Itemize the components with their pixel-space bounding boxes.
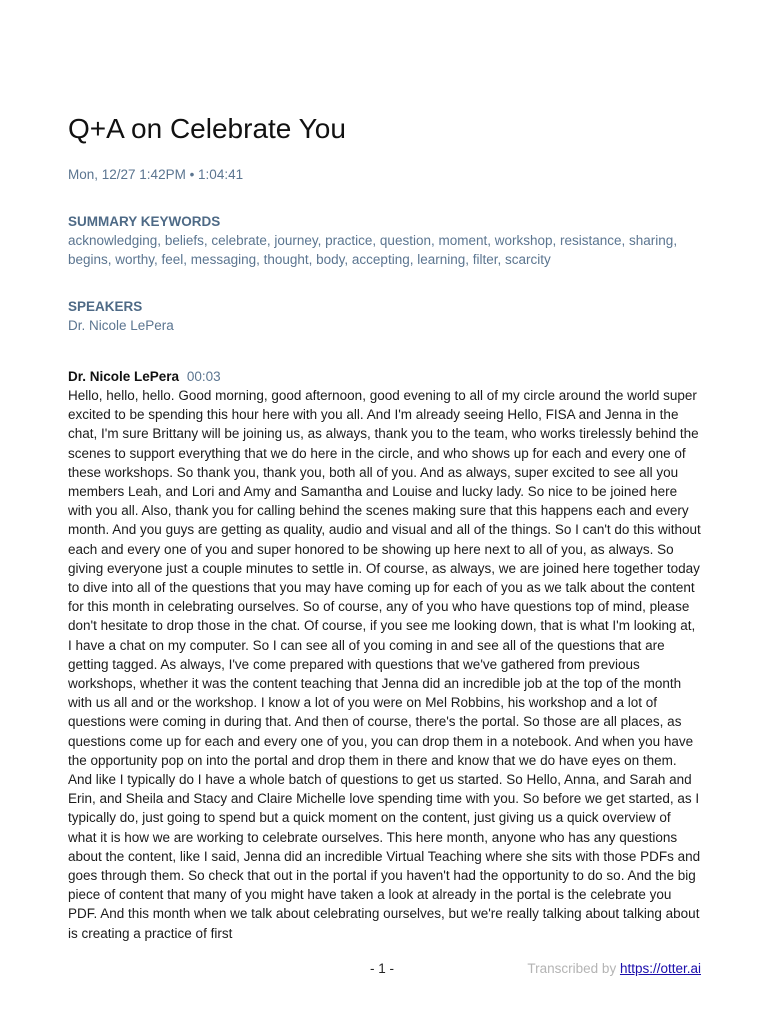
summary-keywords-heading: SUMMARY KEYWORDS [68, 214, 221, 229]
timestamp: 00:03 [186, 369, 221, 384]
page-footer [0, 959, 768, 979]
summary-keywords-text: acknowledging, beliefs, celebrate, journey, practice, question, moment, workshop, resistance, sharing, begins, worthy, feel, messaging, thought, body, accepting, learning, filter, scarcity [68, 233, 678, 267]
document-meta: Mon, 12/27 1:42PM • 1:04:41 [68, 167, 244, 182]
transcribed-by [527, 959, 701, 979]
speakers-section [68, 297, 702, 335]
speakers-heading: SPEAKERS [68, 299, 143, 314]
transcript-entry-header [68, 367, 702, 386]
transcribed-by-label: Transcribed by [527, 961, 620, 976]
speaker-name: Dr. Nicole LePera [68, 369, 180, 384]
otter-link[interactable]: https://otter.ai [619, 961, 701, 976]
summary-keywords-section [68, 212, 702, 269]
speakers-list: Dr. Nicole LePera [68, 318, 174, 333]
transcript-text: Hello, hello, hello. Good morning, good afternoon, good evening to all of my circle around the world super excited to be spending this hour here with you all. And I'm already seeing Hello, FISA and Jenna in the chat, I'm sure Brittany will be joining us, as always, thank you to the team, who works tirelessly behind the scenes to support everything that we do here in the circle, and who shows up for each and every one of these workshops. So thank you, thank you, both all of you. And as always, super excited to see all you members Leah, and Lori and Amy and Samantha and Louise and lucky lady. So nice to be joined here with you all. Also, thank you for calling behind the scenes making sure that this happens each and every month. And you guys are getting as quality, audio and visual and all of the things. So I can't do this without each and every one of you and super honored to be showing up here next to all of you, as always. So giving everyone just a couple minutes to settle in. Of course, as always, we are joined here together today to dive into all of the questions that you may have coming up for each of you as we talk about the content for this month in celebrating ourselves. So of course, any of you who have questions top of mind, please don't hesitate to drop those in the chat. Of course, if you see me looking down, that is what I'm looking at, I have a chat on my computer. So I can see all of you coming in and see all of the questions that are getting tagged. As always, I've come prepared with questions that we've gathered from previous workshops, whether it was the content teaching that Jenna did an incredible job at the top of the month with us all and or the workshop. I know a lot of you were on Mel Robbins, his workshop and a lot of questions were coming in during that. And then of course, there's the portal. So those are all places, as questions come up for each and every one of you, you can drop them in a notebook. And when you have the opportunity pop on into the portal and drop them in there and know that we do have eyes on them. And like I typically do I have a whole batch of questions to get us started. So Hello, Anna, and Sarah and Erin, and Sheila and Stacy and Claire Michelle love spending time with you. So before we get started, as I typically do, just going to spend but a quick moment on the content, just giving us a quick overview of what it is how we are working to celebrate ourselves. This here month, anyone who has any questions about the content, like I said, Jenna did an incredible Virtual Teaching where she sits with those PDFs and goes through them. So check that out in the portal if you haven't had the opportunity to do so. And the big piece of content that many of you might have taken a look at already in the portal is the celebrate you PDF. And this month when we talk about celebrating ourselves, but we're really talking about talking about is creating a practice of first [68, 388, 701, 941]
transcript [68, 367, 702, 943]
page-number: - 1 - [370, 961, 395, 976]
document-title: Q+A on Celebrate You [68, 113, 346, 144]
